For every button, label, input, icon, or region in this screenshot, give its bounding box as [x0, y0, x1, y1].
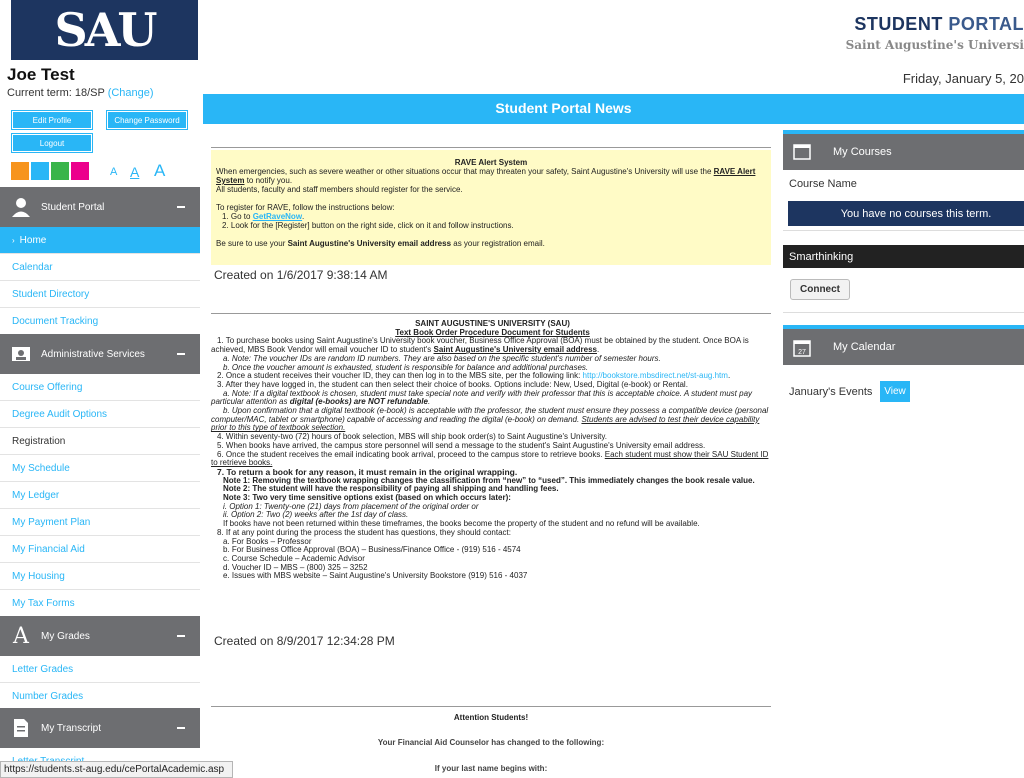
section-my-transcript[interactable]	[0, 708, 200, 748]
portal-subtitle: Saint Augustine's Universi	[845, 38, 1024, 52]
nav-my-schedule[interactable]: My Schedule	[0, 455, 200, 482]
doc-line: If books have not been returned within these timeframes, the books become the property of the student and no refund will be available.	[223, 519, 700, 529]
portal-title	[854, 14, 1024, 35]
divider	[211, 147, 771, 148]
connect-button[interactable]: Connect	[790, 279, 850, 300]
news-header: Student Portal News	[203, 94, 1024, 122]
doc-line: 5. When books have arrived, the campus store personnel will send a message to the student's Saint Augustine's University email address.	[217, 440, 706, 450]
doc-line	[211, 337, 774, 354]
my-courses-header	[783, 134, 1024, 170]
text: to notify you.	[244, 176, 293, 185]
doc-line: Note 1: Removing the textbook wrapping changes the classification from “new” to “used”. This immediately changes the book resale value.	[223, 475, 755, 485]
doc-line: 8. If at any point during the process the student has questions, they should contact:	[217, 527, 511, 537]
theme-swatch-blue[interactable]	[31, 162, 49, 180]
document-icon	[11, 718, 31, 738]
font-size-medium[interactable]: A	[130, 164, 140, 180]
user-name: Joe Test	[7, 65, 75, 84]
nav-my-payment-plan[interactable]: My Payment Plan	[0, 509, 200, 536]
current-date: Friday, January 5, 20	[902, 71, 1024, 86]
events-label: January's Events	[789, 386, 873, 398]
doc-line: b. Once the voucher amount is exhausted, student is responsible for balance and additional purchases.	[223, 362, 589, 372]
nav-number-grades[interactable]: Number Grades	[0, 683, 200, 710]
doc-line	[211, 407, 774, 433]
rave-alert-box	[211, 150, 771, 265]
theme-swatch-orange[interactable]	[11, 162, 29, 180]
collapse-icon[interactable]	[177, 727, 185, 729]
collapse-icon[interactable]	[177, 635, 185, 637]
doc-line: a. For Books – Professor	[223, 536, 312, 546]
doc-line	[211, 451, 774, 468]
rave-paragraph: To register for RAVE, follow the instructions below:	[216, 203, 395, 212]
letter-a-icon: A	[13, 623, 29, 649]
theme-swatch-pink[interactable]	[71, 162, 89, 180]
color-theme-picker	[11, 162, 89, 180]
attention-line: If your last name begins with:	[434, 764, 548, 773]
nav-my-ledger[interactable]: My Ledger	[0, 482, 200, 509]
nav-my-tax-forms[interactable]: My Tax Forms	[0, 590, 200, 617]
doc-line: d. Voucher ID – MBS – (800) 325 – 3252	[223, 562, 368, 572]
change-term-link[interactable]: (Change)	[107, 87, 154, 99]
doc-line: e. Issues with MBS website – Saint Augustine's University Bookstore (919) 516 - 4037	[223, 571, 528, 581]
font-size-large[interactable]: A	[154, 161, 166, 180]
rave-step: 2. Look for the [Register] button on the right side, click on it and follow instructions.	[222, 221, 514, 230]
doc-line: Note 2: The student will have the responsibility of paying all shipping and handling fees.	[223, 484, 559, 494]
text: .	[596, 345, 600, 355]
doc-title: SAINT AUGUSTINE'S UNIVERSITY (SAU)	[415, 319, 570, 328]
doc-subtitle: Text Book Order Procedure Document for Students	[395, 327, 590, 337]
text: digital (e-books) are NOT refundable	[289, 397, 428, 407]
section-my-grades[interactable]	[0, 616, 200, 656]
text: a. Note: If a digital textbook is chosen, student must take special note and verify with their professor that this is acceptable choice. A student must pay particular attention as	[211, 388, 753, 407]
id-card-icon	[11, 344, 31, 364]
section-label: My Grades	[41, 630, 90, 642]
nav-student-directory[interactable]: Student Directory	[0, 281, 200, 308]
portal-title-light: PORTAL	[948, 14, 1024, 34]
edit-profile-button[interactable]: Edit Profile	[12, 111, 92, 129]
text: Be sure to use your	[216, 239, 288, 248]
text: as your registration email.	[451, 239, 545, 248]
textbook-procedure-document	[211, 320, 774, 581]
doc-line: ii. Option 2: Two (2) weeks after the 1st day of class.	[223, 510, 409, 520]
divider	[783, 312, 1024, 313]
rave-step	[216, 212, 766, 221]
text: .	[302, 212, 305, 221]
mbs-link[interactable]: http://bookstore.mbsdirect.net/st-aug.htm	[582, 371, 728, 381]
font-size-small[interactable]: A	[110, 166, 118, 178]
text: b. Upon confirmation that a digital textbook (e-book) is acceptable with the professor, the student must ensure they possess a compatible device (personal computer/MAC, tablet or smartphone) capable of accessing and reading the digital (e-book) on demand.	[211, 406, 769, 424]
nav-label: Home	[19, 234, 47, 246]
doc-line: b. For Business Office Approval (BOA) – Business/Finance Office - (919) 516 - 4574	[223, 545, 521, 555]
sau-logo[interactable]	[11, 0, 198, 60]
text: .	[727, 371, 731, 381]
section-label: Student Portal	[41, 201, 105, 213]
calendar-day: 27	[798, 349, 806, 356]
text: 6. Once the student receives the email indicating book arrival, proceed to the campus store to retrieve books.	[217, 449, 605, 459]
text: Saint Augustine's University email address	[433, 345, 597, 355]
text: When emergencies, such as severe weather or other situations occur that may threaten your safety, Saint Augustine's University will use the	[216, 167, 714, 176]
doc-line: c. Course Schedule – Academic Advisor	[223, 553, 365, 563]
collapse-icon[interactable]	[177, 206, 185, 208]
nav-calendar[interactable]: Calendar	[0, 254, 200, 281]
calendar-icon	[793, 339, 811, 355]
doc-line: a. Note: The voucher IDs are random ID numbers. They are also based on the specific student's number of semester hours.	[223, 353, 661, 363]
rave-alert-link[interactable]: RAVE Alert System	[216, 167, 756, 185]
nav-my-housing[interactable]: My Housing	[0, 563, 200, 590]
panel-title: My Calendar	[833, 341, 896, 353]
section-label: My Transcript	[41, 722, 102, 734]
browser-status-bar: https://students.st-aug.edu/cePortalAcademic.asp	[0, 761, 233, 778]
section-label: Administrative Services	[41, 348, 145, 360]
user-icon	[11, 197, 31, 217]
doc-line	[211, 390, 774, 407]
sidebar	[0, 102, 200, 778]
course-name-header: Course Name	[789, 178, 857, 190]
collapse-icon[interactable]	[177, 353, 185, 355]
doc-line: Note 3: Two very time sensitive options exist (based on which occurs later):	[223, 493, 511, 503]
news-divider	[203, 122, 1024, 124]
current-term	[7, 87, 154, 99]
nav-home[interactable]	[0, 227, 200, 254]
rave-paragraph	[216, 239, 766, 248]
getravenow-link[interactable]: GetRaveNow	[252, 212, 303, 221]
theme-swatch-green[interactable]	[51, 162, 69, 180]
nav-course-offering[interactable]: Course Offering	[0, 374, 200, 401]
rave-title: RAVE Alert System	[454, 158, 528, 167]
text: Each student must show their SAU Student ID to retrieve books.	[211, 449, 769, 468]
doc-line: 7. To return a book for any reason, it must remain in the original wrapping.	[217, 466, 518, 477]
chevron-right-icon: ›	[12, 235, 15, 245]
attention-line: Your Financial Aid Counselor has changed to the following:	[377, 738, 605, 747]
rave-paragraph	[216, 167, 766, 185]
logo-text: SAU	[54, 3, 155, 57]
text: Saint Augustine's University email address	[287, 239, 452, 248]
portal-title-strong: STUDENT	[854, 14, 943, 34]
text: Students are advised to test their device capability prior to this type of textbook selection.	[211, 414, 760, 433]
divider	[211, 313, 771, 314]
nav-registration[interactable]: Registration	[0, 428, 200, 455]
term-text: Current term: 18/SP	[7, 87, 105, 99]
section-student-portal[interactable]	[0, 187, 200, 227]
no-courses-message: You have no courses this term.	[788, 201, 1024, 226]
attention-title: Attention Students!	[453, 713, 529, 722]
created-date: Created on 1/6/2017 9:38:14 AM	[214, 268, 388, 282]
section-administrative-services[interactable]	[0, 334, 200, 374]
view-events-button[interactable]: View	[880, 381, 910, 402]
change-password-button[interactable]: Change Password	[107, 111, 187, 129]
smarthinking-header: Smarthinking	[783, 245, 1024, 268]
panel-title: My Courses	[833, 146, 892, 158]
logout-button[interactable]: Logout	[12, 134, 92, 152]
doc-line: i. Option 1: Twenty-one (21) days from placement of the original order or	[223, 501, 479, 511]
created-date: Created on 8/9/2017 12:34:28 PM	[214, 634, 395, 648]
text: 1. To purchase books using Saint Augustine's University book voucher, Business Office Approval (BOA) must be obtained by the student. Once BOA is achieved, MBS Book Vendor will email voucher ID to student's	[211, 336, 749, 355]
nav-my-financial-aid[interactable]: My Financial Aid	[0, 536, 200, 563]
divider	[211, 706, 771, 707]
doc-line: 3. After they have logged in, the student can then select their choice of books. Options include: New, Used, Digital (e-book) or Rental.	[217, 379, 688, 389]
nav-letter-grades[interactable]: Letter Grades	[0, 656, 200, 683]
my-calendar-header	[783, 329, 1024, 365]
divider	[783, 230, 1024, 231]
text: 2. Once a student receives their voucher ID, they can then log in to the MBS site, per the following link:	[217, 371, 583, 381]
rave-paragraph: All students, faculty and staff members should register for the service.	[216, 185, 463, 194]
text: 1. Go to	[222, 212, 253, 221]
doc-line: 4. Within seventy-two (72) hours of book selection, MBS will ship book order(s) to Saint Augustine's University.	[217, 432, 607, 442]
window-icon	[793, 144, 811, 160]
text: .	[427, 397, 431, 407]
nav-document-tracking[interactable]: Document Tracking	[0, 308, 200, 335]
nav-degree-audit-options[interactable]: Degree Audit Options	[0, 401, 200, 428]
page-header	[0, 0, 1024, 60]
